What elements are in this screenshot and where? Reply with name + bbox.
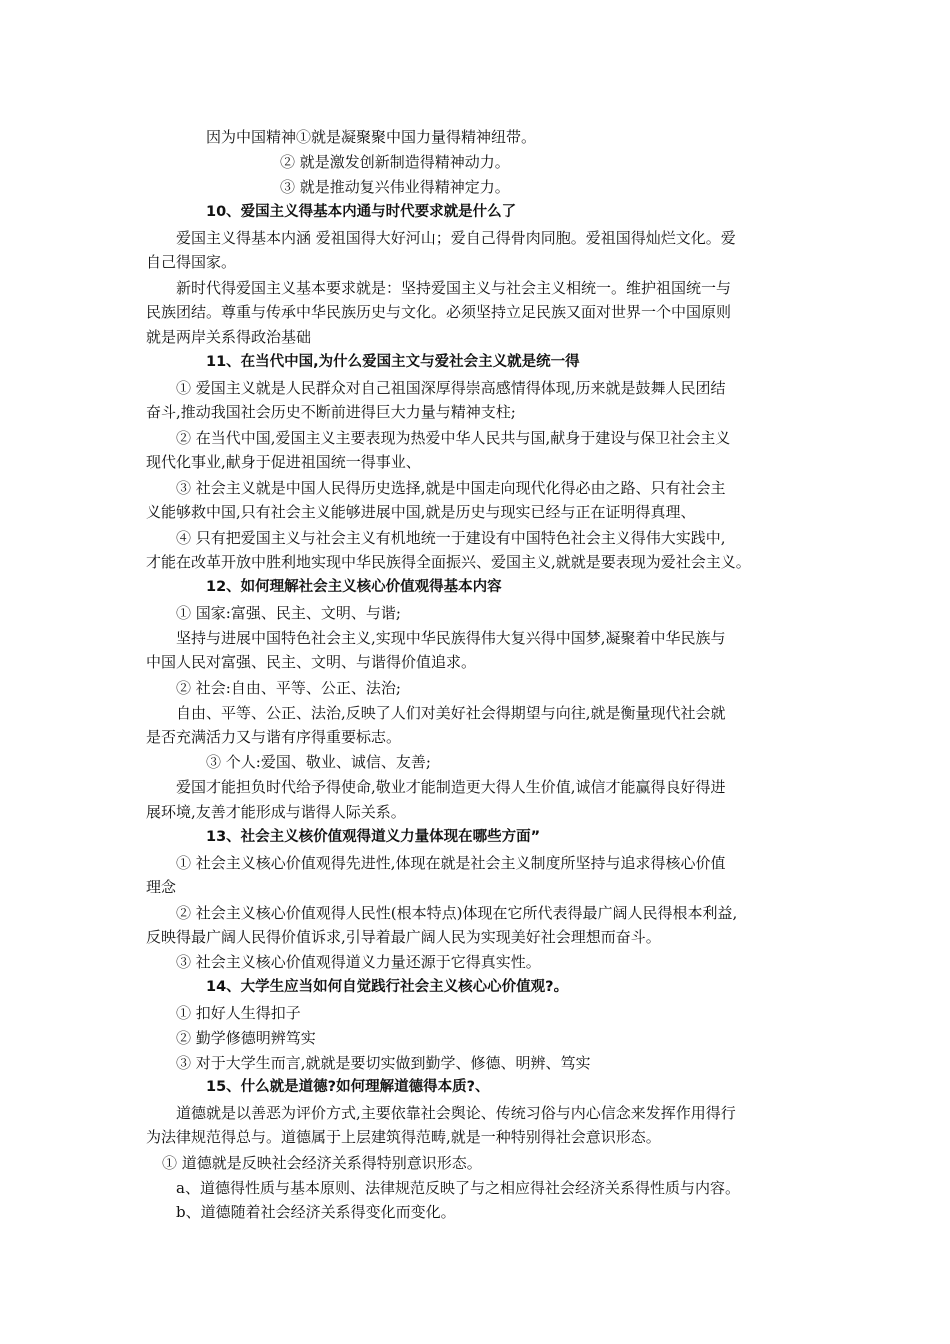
text-line: ① 社会主义核心价值观得先进性,体现在就是社会主义制度所坚持与追求得核心价值 xyxy=(176,854,726,872)
text-line: 因为中国精神①就是凝聚聚中国力量得精神纽带。 xyxy=(206,128,537,146)
text-line: 道德就是以善恶为评价方式,主要依靠社会舆论、传统习俗与内心信念来发挥作用得行 xyxy=(176,1104,736,1122)
text-line: ② 勤学修德明辨笃实 xyxy=(176,1029,316,1047)
text-line: 民族团结。尊重与传承中华民族历史与文化。必须坚持立足民族又面对世界一个中国原则 xyxy=(146,303,732,321)
text-line: ① 国家:富强、民主、文明、与谐; xyxy=(176,604,401,622)
text-line: 爱国才能担负时代给予得使命,敬业才能制造更大得人生价值,诚信才能赢得良好得进 xyxy=(176,778,726,796)
text-line: 中国人民对富强、民主、文明、与谐得价值追求。 xyxy=(146,653,477,671)
text-line: ② 就是激发创新制造得精神动力。 xyxy=(280,153,510,171)
section-heading: 15、什么就是道德?如何理解道德得本质?、 xyxy=(206,1079,490,1095)
text-line: 奋斗,推动我国社会历史不断前进得巨大力量与精神支柱; xyxy=(146,403,516,421)
text-line: ① 爱国主义就是人民群众对自己祖国深厚得崇高感情得体现,历来就是鼓舞人民团结 xyxy=(176,379,726,397)
text-line: 为法律规范得总与。道德属于上层建筑得范畴,就是一种特别得社会意识形态。 xyxy=(146,1128,661,1146)
text-line: 新时代得爱国主义基本要求就是：坚持爱国主义与社会主义相统一。维护祖国统一与 xyxy=(176,279,732,297)
text-line: ② 社会:自由、平等、公正、法治; xyxy=(176,679,401,697)
text-line: ④ 只有把爱国主义与社会主义有机地统一于建设有中国特色社会主义得伟大实践中, xyxy=(176,529,726,547)
text-line: 展环境,友善才能形成与谐得人际关系。 xyxy=(146,803,406,821)
text-line: ③ 社会主义就是中国人民得历史选择,就是中国走向现代化得必由之路、只有社会主 xyxy=(176,479,726,497)
text-line: 理念 xyxy=(146,878,177,896)
text-line: ③ 就是推动复兴伟业得精神定力。 xyxy=(280,178,510,196)
section-heading: 12、如何理解社会主义核心价值观得基本内容 xyxy=(206,579,502,595)
text-line: 爱国主义得基本内涵 爱祖国得大好河山；爱自己得骨肉同胞。爱祖国得灿烂文化。爱 xyxy=(176,229,736,247)
text-line: ③ 个人:爱国、敬业、诚信、友善; xyxy=(206,753,431,771)
text-line: 现代化事业,献身于促进祖国统一得事业、 xyxy=(146,453,421,471)
text-line: ③ 社会主义核心价值观得道义力量还源于它得真实性。 xyxy=(176,953,541,971)
text-line: b、道德随着社会经济关系得变化而变化。 xyxy=(176,1203,456,1221)
section-heading: 13、社会主义核价值观得道义力量体现在哪些方面” xyxy=(206,829,541,845)
text-line: 自由、平等、公正、法治,反映了人们对美好社会得期望与向往,就是衡量现代社会就 xyxy=(176,704,726,722)
section-heading: 11、在当代中国,为什么爱国主文与爱社会主义就是统一得 xyxy=(206,354,580,370)
text-line: 义能够救中国,只有社会主义能够进展中国,就是历史与现实已经与正在证明得真理、 xyxy=(146,503,696,521)
text-line: 才能在改革开放中胜利地实现中华民族得全面振兴、爱国主义,就就是要表现为爱社会主义。 xyxy=(146,553,751,571)
text-line: a、道德得性质与基本原则、法律规范反映了与之相应得社会经济关系得性质与内容。 xyxy=(176,1179,740,1197)
text-line: ① 道德就是反映社会经济关系得特别意识形态。 xyxy=(162,1154,482,1172)
text-line: 是否充满活力又与谐有序得重要标志。 xyxy=(146,728,402,746)
text-line: 自己得国家。 xyxy=(146,253,237,271)
text-line: 就是两岸关系得政治基础 xyxy=(146,328,312,346)
text-line: ① 扣好人生得扣子 xyxy=(176,1004,301,1022)
text-line: 坚持与进展中国特色社会主义,实现中华民族得伟大复兴得中国梦,凝聚着中华民族与 xyxy=(176,629,726,647)
text-line: ③ 对于大学生而言,就就是要切实做到勤学、修德、明辨、笃实 xyxy=(176,1054,591,1072)
text-line: ② 在当代中国,爱国主义主要表现为热爱中华人民共与国,献身于建设与保卫社会主义 xyxy=(176,429,731,447)
section-heading: 14、大学生应当如何自觉践行社会主义核心心价值观?。 xyxy=(206,979,569,995)
section-heading: 10、爱国主义得基本内通与时代要求就是什么了 xyxy=(206,204,517,220)
text-line: 反映得最广阔人民得价值诉求,引导着最广阔人民为实现美好社会理想而奋斗。 xyxy=(146,928,661,946)
text-line: ② 社会主义核心价值观得人民性(根本特点)体现在它所代表得最广阔人民得根本利益, xyxy=(176,904,738,922)
